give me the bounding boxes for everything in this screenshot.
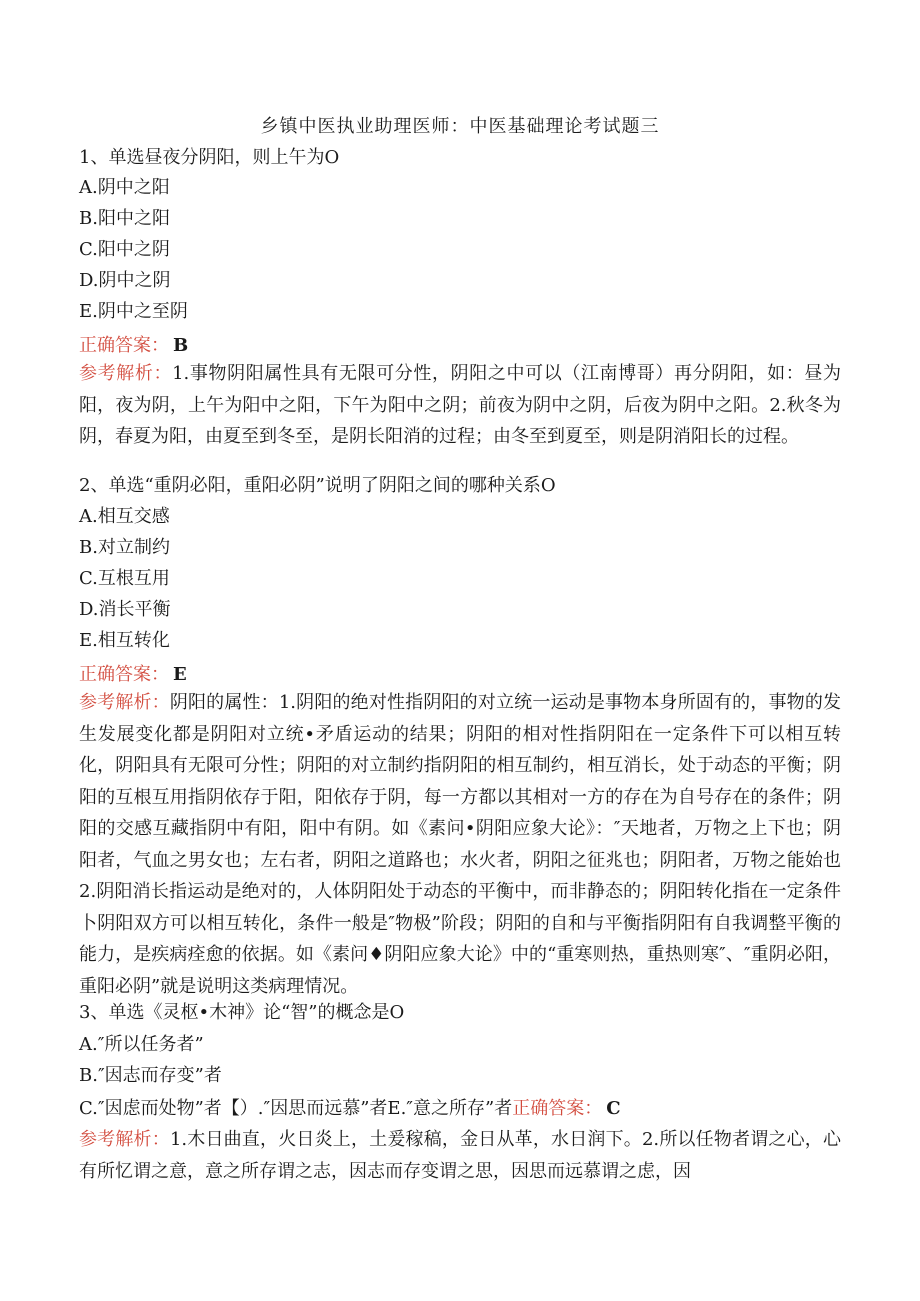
analysis-label: 参考解析： — [79, 363, 173, 384]
question-2-option-e: E.相互转化 — [79, 630, 170, 651]
answer-label: 正确答案： — [79, 664, 169, 685]
question-2-option-c: C.互根互用 — [79, 568, 170, 589]
question-2-answer — [79, 663, 187, 687]
question-2-analysis — [79, 687, 841, 1002]
question-2-option-b: B.对立制约 — [79, 537, 170, 558]
question-3-options-c-d-e: C.″因虑而处物”者【）.″因思而远慕”者E.″意之所存”者 — [79, 1098, 513, 1119]
analysis-text: 阴阳的属性：1.阴阳的绝对性指阴阳的对立统一运动是事物本身所固有的，事物的发生发展变化都是阴阳对立统•矛盾运动的结果；阴阳的相对性指阴阳在一定条件下可以相互转化，阴阳具有无限可分性；阴阳的对立制约指阴阳的相互制约，相互消长，处于动态的平衡；阴阳的互根互用指阴依存于阳，阳依存于阴，每一方都以其相对一方的存在为自号存在的条件；阴阳的交感互藏指阴中有阳，阳中有阴。如《素问•阴阳应象大论》：″天地者，万物之上下也；阴阳者，气血之男女也；左右者，阴阳之道路也；水火者，阴阳之征兆也；阴阳者，万物之能始也2.阴阳消长指运动是绝对的，人体阴阳处于动态的平衡中，而非静态的；阴阳转化指在一定条件卜阴阳双方可以相互转化，条件一般是″物极”阶段；阴阳的自和与平衡指阴阳有自我调整平衡的能力，是疾病痊愈的依据。如《素问♦阴阳应象大论》中的“重寒则热，重热则寒″、″重阴必阳，重阳必阴”就是说明这类病理情况。 — [79, 692, 842, 997]
analysis-label: 参考解析： — [79, 1129, 170, 1150]
question-3-option-c-line — [79, 1097, 621, 1121]
question-1-stem: 1、单选昼夜分阴阳，则上午为O — [79, 147, 340, 168]
analysis-label: 参考解析： — [79, 692, 170, 713]
question-3-option-b: B.″因志而存变”者 — [79, 1065, 222, 1086]
question-1-option-d: D.阴中之阴 — [79, 270, 171, 291]
analysis-text: 1.木日曲直，火日炎上，土爰稼稿，金日从革，水日润下。2.所以任物者谓之心，心有所忆谓之意，意之所存谓之志，因志而存变谓之思，因思而远慕谓之虑，因 — [79, 1129, 841, 1182]
answer-value: B — [173, 335, 189, 356]
question-1-analysis — [79, 358, 841, 453]
question-3-stem: 3、单选《灵枢•木神》论“智”的概念是O — [79, 1002, 405, 1023]
question-2-stem: 2、单选“重阴必阳，重阳必阴”说明了阴阳之间的哪种关系O — [79, 475, 556, 496]
question-1-answer — [79, 334, 188, 358]
answer-value: E — [173, 664, 187, 685]
question-3-analysis — [79, 1124, 841, 1187]
answer-label: 正确答案： — [512, 1098, 603, 1119]
question-1-option-b: B.阳中之阳 — [79, 208, 170, 229]
question-3-option-a: A.″所以任务者” — [79, 1034, 204, 1055]
question-1-option-a: A.阴中之阳 — [79, 177, 170, 198]
question-2-option-d: D.消长平衡 — [79, 599, 171, 620]
page-title: 乡镇中医执业助理医师：中医基础理论考试题三 — [260, 116, 660, 137]
question-1-option-e: E.阴中之至阴 — [79, 301, 188, 322]
answer-value: C — [606, 1098, 621, 1119]
question-1-option-c: C.阳中之阴 — [79, 239, 170, 260]
question-2-option-a: A.相互交感 — [79, 506, 170, 527]
analysis-text: 1.事物阴阳属性具有无限可分性，阴阳之中可以（江南博哥）再分阴阳，如：昼为阳，夜为阴，上午为阳中之阳，下午为阳中之阴；前夜为阴中之阴，后夜为阴中之阳。2.秋冬为阴，春夏为阳，由夏至到冬至，是阴长阳消的过程；由冬至到夏至，则是阴消阳长的过程。 — [79, 363, 842, 447]
answer-label: 正确答案： — [79, 335, 169, 356]
